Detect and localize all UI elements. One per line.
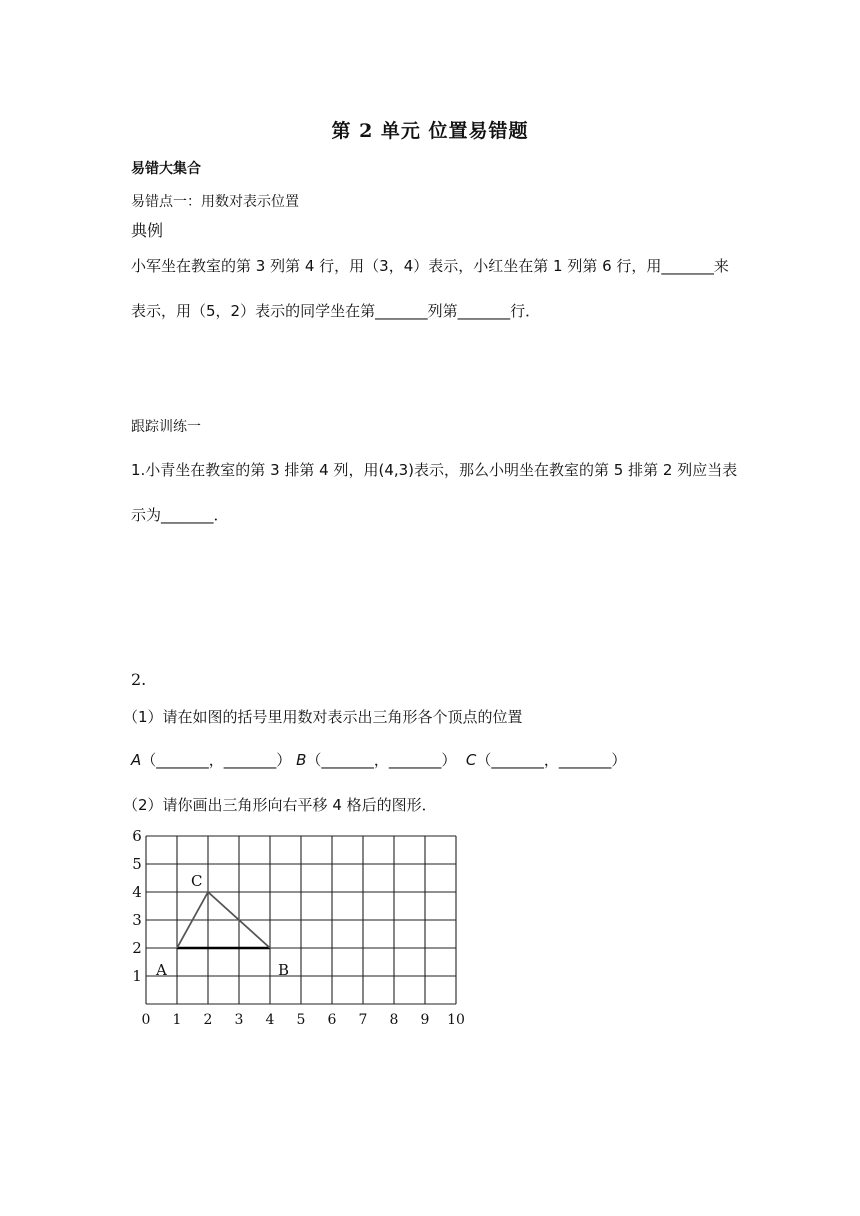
vertex-label-a: A xyxy=(156,961,167,979)
practice-heading: 跟踪训练一 xyxy=(131,419,201,435)
vertex-b-blank: （_______，_______） xyxy=(306,751,457,769)
vertex-c-label: C xyxy=(465,751,477,769)
x-tick-label: 6 xyxy=(327,1012,337,1028)
x-axis-labels xyxy=(142,1012,465,1028)
x-tick-label: 9 xyxy=(420,1012,430,1028)
y-tick-label: 1 xyxy=(132,967,142,985)
vertex-b-label: B xyxy=(296,751,307,769)
x-tick-label: 4 xyxy=(265,1012,275,1028)
x-tick-label: 0 xyxy=(141,1012,151,1028)
coordinate-grid-figure xyxy=(128,822,478,1034)
question-2-number: 2. xyxy=(131,670,147,689)
example-text-line-2: 表示，用（5，2）表示的同学坐在第_______列第_______行． xyxy=(131,302,541,320)
y-tick-label: 5 xyxy=(132,855,142,873)
x-tick-label: 7 xyxy=(358,1012,368,1028)
x-tick-label: 10 xyxy=(447,1012,465,1028)
section-heading: 易错大集合 xyxy=(131,161,201,177)
x-tick-label: 5 xyxy=(296,1012,306,1028)
vertex-label-b: B xyxy=(278,961,290,979)
page-title: 第 2 单元 位置易错题 xyxy=(331,120,529,142)
question-2-part-1: （1）请在如图的括号里用数对表示出三角形各个顶点的位置 xyxy=(123,708,523,726)
question-1-line-2: 示为_______． xyxy=(131,506,229,524)
x-tick-label: 2 xyxy=(203,1012,213,1028)
y-tick-label: 3 xyxy=(132,911,142,929)
vertex-answer-row xyxy=(131,749,626,770)
x-tick-label: 8 xyxy=(389,1012,399,1028)
vertex-a-label: A xyxy=(131,751,142,769)
y-tick-label: 4 xyxy=(132,883,142,901)
vertex-c-blank: （_______，_______） xyxy=(476,751,627,769)
y-tick-label: 6 xyxy=(132,827,142,845)
vertex-a-blank: （_______，_______） xyxy=(141,751,292,769)
vertex-labels xyxy=(155,872,289,979)
x-tick-label: 3 xyxy=(234,1012,244,1028)
error-point-heading: 易错点一：用数对表示位置 xyxy=(131,194,299,210)
question-2-part-2: （2）请你画出三角形向右平移 4 格后的图形． xyxy=(123,796,437,814)
x-tick-label: 1 xyxy=(172,1012,182,1028)
y-axis-labels xyxy=(132,827,142,985)
example-text-line-1: 小军坐在教室的第 3 列第 4 行，用（3，4）表示，小红坐在第 1 列第 6 行，用_______来 xyxy=(131,257,729,275)
example-label: 典例 xyxy=(131,221,164,240)
y-tick-label: 2 xyxy=(132,939,142,957)
vertex-label-c: C xyxy=(191,872,203,890)
question-1-line-1: 1.小青坐在教室的第 3 排第 4 列，用(4,3)表示，那么小明坐在教室的第 5 排第 2 列应当表 xyxy=(131,461,738,479)
